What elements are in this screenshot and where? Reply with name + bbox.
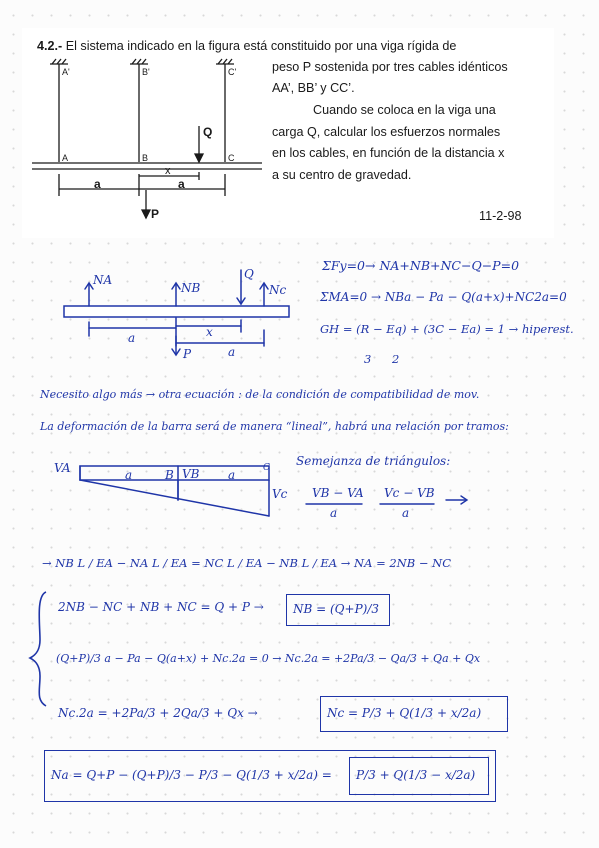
problem-statement-line4: Cuando se coloca en la viga una — [313, 103, 496, 117]
problem-statement-line1: 4.2.- El sistema indicado en la figura está constituido por una viga rígida de — [37, 39, 457, 53]
problem-statement-line7: a su centro de gravedad. — [272, 168, 412, 182]
system-brace — [30, 592, 46, 706]
result-box-nc — [320, 696, 508, 732]
result-box-nb — [286, 594, 390, 626]
fbd-label-na: NA — [93, 273, 113, 287]
fbd-label-q: Q — [244, 267, 254, 281]
def-label-va: VA — [54, 461, 71, 475]
similarity-title: Semejanza de triángulos: — [296, 454, 451, 468]
label-p: P — [151, 207, 160, 221]
result-box-na-final — [349, 757, 489, 795]
eq-sum-ma: ΣMA=0 → NBa − Pa − Q(a+x)+NC2a=0 — [320, 290, 567, 304]
def-label-b: B — [165, 468, 174, 482]
label-dist-a2: a — [178, 177, 185, 191]
def-label-c: C — [263, 463, 270, 473]
text-line2: La deformación de la barra será de manera “lineal”, habrá una relación por tramos: — [40, 420, 509, 433]
eq-gh-sub-left: 3 — [364, 352, 372, 366]
fbd-label-a: a — [128, 331, 136, 345]
label-b-prime: B' — [142, 67, 150, 77]
eq-sum-fy: ΣFy=0→ NA+NB+NC−Q−P=0 — [322, 258, 520, 273]
problem-statement-line3: AA’, BB’ y CC’. — [272, 81, 355, 95]
fbd-label-x: x — [206, 325, 213, 339]
label-a-prime: A' — [62, 67, 70, 77]
text-line1: Necesito algo más → otra ecuación : de la condición de compatibilidad de mov. — [40, 388, 480, 401]
label-c: C — [228, 153, 235, 163]
fbd-label-p: P — [183, 347, 192, 361]
eq-gh-sub-right: 2 — [392, 352, 400, 366]
label-x: x — [165, 165, 171, 177]
na-expression: Na = Q+P − (Q+P)/3 − P/3 − Q(1/3 + x/2a) = — [51, 768, 332, 782]
label-dist-a1: a — [94, 177, 101, 191]
label-q: Q — [203, 125, 213, 139]
def-label-a1: a — [125, 468, 133, 482]
fbd-label-nb: NB — [181, 281, 201, 295]
eq-gh: GH = (R − Eq) + (3C − Ea) = 1 → hiperest. — [320, 322, 574, 336]
fbd-label-nc: Nc — [269, 283, 287, 297]
eq-nc-expansion: Nc.2a = +2Pa/3 + 2Qa/3 + Qx → — [58, 706, 258, 720]
eq-system-2: (Q+P)/3 a − Pa − Q(a+x) + Nc.2a = 0 → Nc.2a = +2Pa/3 − Qa/3 + Qa + Qx — [56, 652, 481, 665]
problem-statement-line6: en los cables, en función de la distancia x — [272, 146, 505, 160]
ratio-left-num: VB − VA — [312, 486, 364, 500]
def-label-vc: Vc — [272, 487, 288, 501]
label-c-prime: C' — [228, 67, 237, 77]
problem-number: 4.2.- — [37, 39, 63, 53]
eq-system-1: 2NB − NC + NB + NC = Q + P → — [58, 600, 264, 614]
ratio-right-num: Vc − VB — [384, 486, 435, 500]
problem-statement-line2: peso P sostenida por tres cables idénticos — [272, 60, 508, 74]
result-nc: Nc = P/3 + Q(1/3 + x/2a) — [327, 706, 482, 720]
ratio-left-den: a — [330, 506, 338, 520]
result-box-na — [44, 750, 496, 802]
fbd-label-a2: a — [228, 345, 236, 359]
label-a: A — [62, 153, 69, 163]
def-label-a2: a — [228, 468, 236, 482]
result-nb: NB = (Q+P)/3 — [293, 602, 380, 616]
problem-date: 11-2-98 — [479, 209, 522, 223]
problem-statement-line5: carga Q, calcular los esfuerzos normales — [272, 125, 501, 139]
eq-n-relation: → NB L / EA − NA L / EA = NC L / EA − NB L / EA → NA = 2NB − NC — [42, 556, 451, 570]
label-b: B — [142, 153, 149, 163]
result-na: P/3 + Q(1/3 − x/2a) — [356, 768, 476, 782]
def-label-vb: VB — [182, 467, 200, 481]
ratio-right-den: a — [402, 506, 410, 520]
